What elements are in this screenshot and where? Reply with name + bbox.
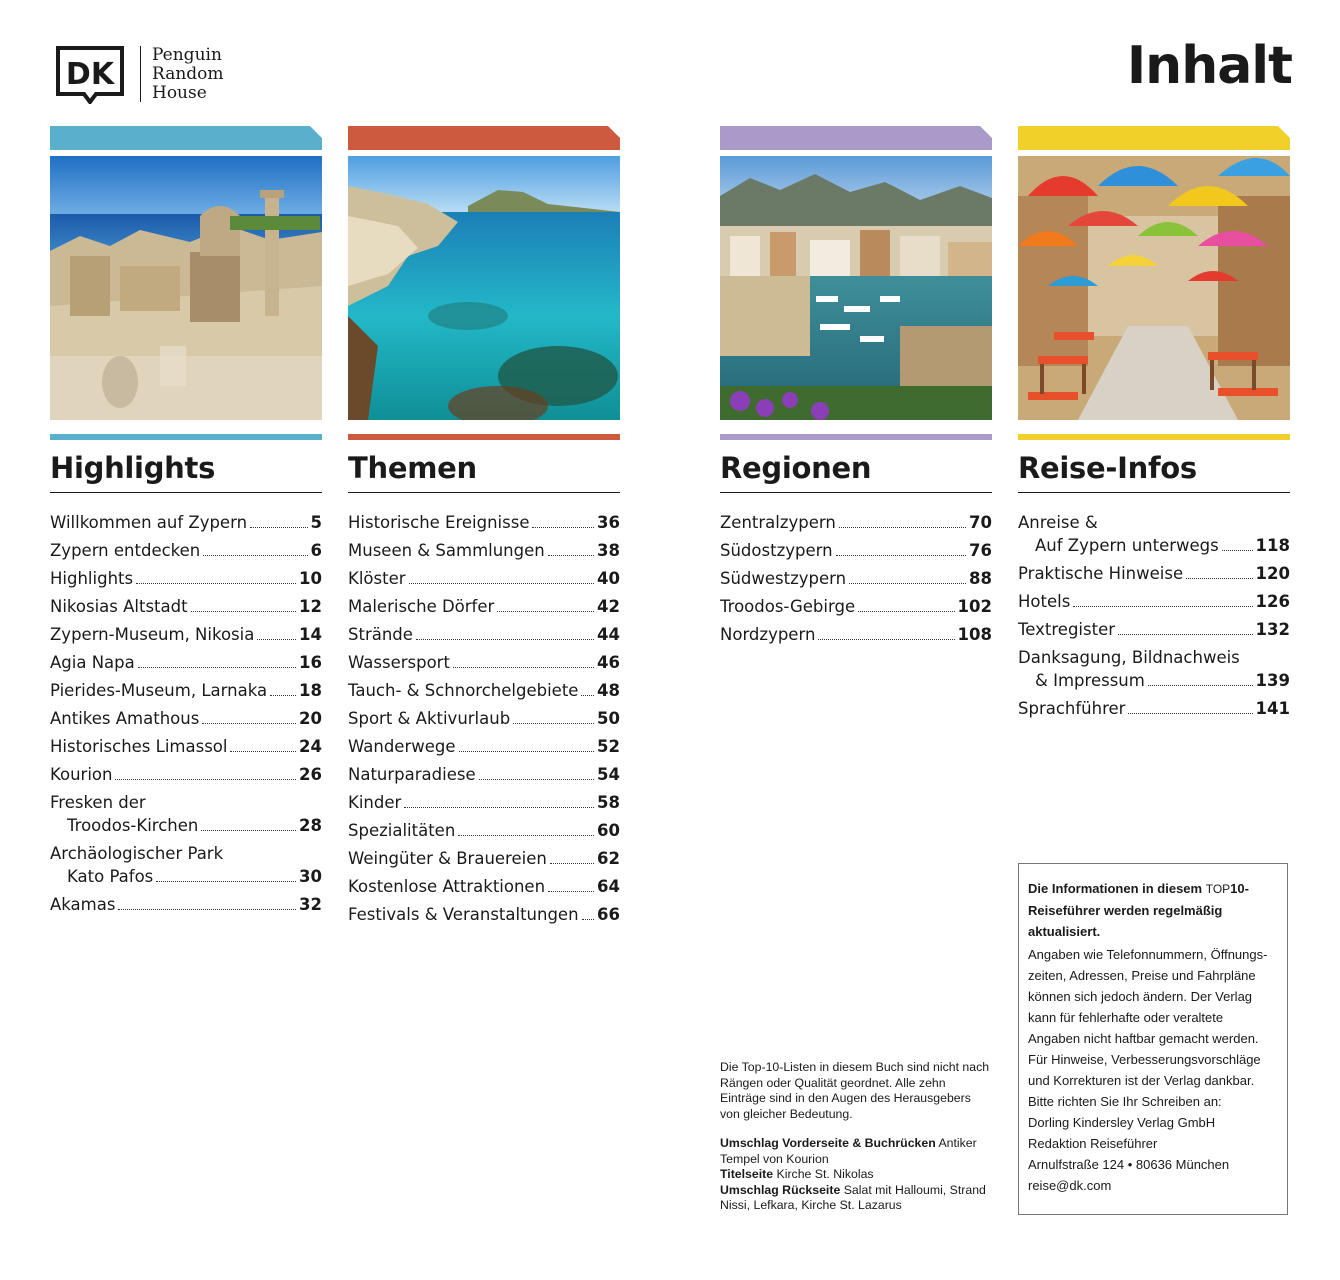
dot-leader	[202, 723, 296, 724]
credit-text: Salat mit Halloumi, Strand Nissi, Lefkara, Kirche St. Lazarus	[720, 1182, 986, 1212]
section-themen	[348, 126, 620, 931]
page-number: 132	[1255, 620, 1290, 639]
page-number: 42	[597, 597, 620, 616]
dot-leader	[250, 527, 307, 528]
heading-rule	[1018, 492, 1290, 493]
page-number: 16	[299, 653, 322, 672]
toc-entry[interactable]: Kourion 26	[50, 765, 322, 784]
credit-text: Antiker Tempel von Kourion	[720, 1136, 977, 1166]
page-number: 14	[299, 625, 322, 644]
page-number: 6	[310, 541, 322, 560]
dot-leader	[156, 881, 296, 882]
page-number: 108	[957, 625, 992, 644]
dot-leader	[191, 611, 296, 612]
dot-leader	[513, 723, 594, 724]
section-bar-themen	[348, 434, 620, 440]
dot-leader	[270, 695, 296, 696]
toc-entry[interactable]: Strände 44	[348, 625, 620, 644]
dot-leader	[118, 909, 296, 910]
heading-rule	[50, 492, 322, 493]
dot-leader	[203, 555, 307, 556]
dot-leader	[1148, 685, 1253, 686]
notes-block	[720, 1060, 992, 1214]
toc-list-reise-infos	[1018, 511, 1290, 720]
page-number: 12	[299, 597, 322, 616]
toc-entry[interactable]: Malerische Dörfer 42	[348, 597, 620, 616]
section-heading-reise-infos: Reise-Infos	[1018, 451, 1197, 485]
penguin-random-house-wordmark	[152, 46, 224, 103]
ruins-kourion-image	[50, 156, 322, 420]
dot-leader	[201, 830, 296, 831]
coast-lagoon-image	[348, 156, 620, 420]
toc-entry[interactable]: Sport & Aktivurlaub 50	[348, 709, 620, 728]
page-number: 20	[299, 709, 322, 728]
page-number: 118	[1255, 536, 1290, 555]
dot-leader	[453, 667, 594, 668]
info-box	[1018, 863, 1288, 1215]
harbour-kyrenia-image	[720, 156, 992, 420]
address-line: Arnulfstraße 124 • 80636 München	[1028, 1157, 1230, 1172]
toc-entry[interactable]: Praktische Hinweise 120	[1018, 564, 1290, 583]
toc-entry[interactable]: Wanderwege 52	[348, 737, 620, 756]
publisher-logo	[56, 46, 246, 106]
toc-entry[interactable]: Historische Ereignisse 36	[348, 513, 620, 532]
section-highlights	[50, 126, 322, 921]
toc-list-regionen	[720, 511, 992, 646]
dot-leader	[532, 527, 594, 528]
toc-entry[interactable]: Willkommen auf Zypern 5	[50, 513, 322, 532]
page-number: 76	[969, 541, 992, 560]
toc-entry[interactable]: Zypern entdecken 6	[50, 541, 322, 560]
dk-logo-text: DK	[65, 57, 115, 92]
toc-entry[interactable]: Südostzypern 76	[720, 541, 992, 560]
umbrella-street-image	[1018, 156, 1290, 420]
dot-leader	[416, 639, 594, 640]
toc-entry[interactable]: Spezialitäten 60	[348, 821, 620, 840]
section-heading-themen: Themen	[348, 451, 477, 485]
dot-leader	[1118, 634, 1253, 635]
toc-entry[interactable]: Danksagung, Bildnachweis & Impressum 139	[1018, 648, 1290, 690]
section-bar-regionen	[720, 434, 992, 440]
page-number: 24	[299, 737, 322, 756]
toc-entry[interactable]: Wassersport 46	[348, 653, 620, 672]
page-number: 28	[299, 816, 322, 835]
dot-leader	[459, 751, 595, 752]
dot-leader	[409, 583, 595, 584]
toc-entry[interactable]: Troodos-Gebirge 102	[720, 597, 992, 616]
page-number: 66	[597, 905, 620, 924]
section-heading-regionen: Regionen	[720, 451, 872, 485]
toc-entry[interactable]: Agia Napa 16	[50, 653, 322, 672]
section-tab-regionen	[720, 126, 992, 150]
email-link[interactable]: reise@dk.com	[1028, 1178, 1112, 1193]
page-number: 88	[969, 569, 992, 588]
toc-entry[interactable]: Zypern-Museum, Nikosia 14	[50, 625, 322, 644]
dot-leader	[548, 555, 594, 556]
toc-entry[interactable]: Akamas 32	[50, 895, 322, 914]
page-number: 60	[597, 821, 620, 840]
toc-entry[interactable]: Naturparadiese 54	[348, 765, 620, 784]
page-number: 10	[299, 569, 322, 588]
dot-leader	[550, 863, 594, 864]
page-number: 46	[597, 653, 620, 672]
toc-entry[interactable]: Sprachführer 141	[1018, 699, 1290, 718]
toc-entry[interactable]: Museen & Sammlungen 38	[348, 541, 620, 560]
page-number: 5	[310, 513, 322, 532]
publisher-line: Penguin	[152, 45, 222, 65]
page-number: 52	[597, 737, 620, 756]
dot-leader	[1073, 606, 1252, 607]
page-number: 139	[1255, 671, 1290, 690]
dot-leader	[818, 639, 954, 640]
dot-leader	[497, 611, 594, 612]
logo-divider	[140, 46, 141, 102]
address-line: Redaktion Reiseführer	[1028, 1136, 1158, 1151]
dot-leader	[548, 891, 594, 892]
toc-entry[interactable]: Weingüter & Brauereien 62	[348, 849, 620, 868]
dot-leader	[257, 639, 296, 640]
dot-leader	[839, 527, 966, 528]
page-number: 102	[957, 597, 992, 616]
dot-leader	[581, 695, 594, 696]
dot-leader	[858, 611, 954, 612]
dot-leader	[230, 751, 296, 752]
heading-rule	[348, 492, 620, 493]
toc-entry[interactable]: Textregister 132	[1018, 620, 1290, 639]
toc-list-highlights	[50, 511, 322, 916]
page-number: 38	[597, 541, 620, 560]
toc-entry[interactable]: Tauch- & Schnorchelgebiete 48	[348, 681, 620, 700]
section-bar-highlights	[50, 434, 322, 440]
toc-entry[interactable]: Highlights 10	[50, 569, 322, 588]
info-body: Angaben wie Telefonnummern, Öffnungszeiten, Adressen, Preise und Fahrpläne können sich jedoch ändern. Der Verlag kann für fehlerhafte oder veraltete Angaben nicht haftbar gemacht werden. Für Hinweise, Verbesserungsvorschläge und Korrekturen ist der Verlag dankbar. Bitte richten Sie Ihr Schreiben an:	[1028, 947, 1268, 1109]
dot-leader	[404, 807, 594, 808]
page-number: 50	[597, 709, 620, 728]
dk-logo-icon	[56, 46, 124, 104]
page-number: 70	[969, 513, 992, 532]
page-number: 120	[1255, 564, 1290, 583]
credit-label: Titelseite	[720, 1167, 774, 1181]
page-number: 44	[597, 625, 620, 644]
top10-brand: TOP	[1205, 882, 1231, 896]
section-bar-reise-infos	[1018, 434, 1290, 440]
page-number: 62	[597, 849, 620, 868]
publisher-line: House	[152, 83, 207, 103]
dot-leader	[836, 555, 966, 556]
page-title: Inhalt	[1126, 36, 1292, 96]
heading-rule	[720, 492, 992, 493]
page-number: 32	[299, 895, 322, 914]
page-number: 48	[597, 681, 620, 700]
toc-entry[interactable]: Nikosias Altstadt 12	[50, 597, 322, 616]
toc-entry[interactable]: Nordzypern 108	[720, 625, 992, 644]
dot-leader	[582, 919, 594, 920]
credit-label: Umschlag Rückseite	[720, 1182, 841, 1197]
page-number: 30	[299, 867, 322, 886]
dot-leader	[849, 583, 966, 584]
page-number: 58	[597, 793, 620, 812]
top10-note: Die Top-10-Listen in diesem Buch sind nicht nach Rängen oder Qualität geordnet. Alle zehn Einträge sind in den Augen des Herausgebers von gleicher Bedeutung.	[720, 1060, 990, 1121]
toc-list-themen	[348, 511, 620, 926]
page-number: 26	[299, 765, 322, 784]
toc-entry[interactable]: Südwestzypern 88	[720, 569, 992, 588]
page-number: 36	[597, 513, 620, 532]
section-tab-reise-infos	[1018, 126, 1290, 150]
dot-leader	[115, 779, 296, 780]
toc-entry[interactable]: Anreise & Auf Zypern unterwegs 118	[1018, 513, 1290, 555]
toc-entry[interactable]: Fresken der Troodos-Kirchen 28	[50, 793, 322, 835]
credit-text: Kirche St. Nikolas	[776, 1167, 874, 1181]
info-lead: Die Informationen in diesem TOP10- Reiseführer werden regelmäßig aktualisiert.	[1028, 881, 1249, 939]
dot-leader	[138, 667, 296, 668]
page-number: 141	[1255, 699, 1290, 718]
cover-credits	[720, 1136, 992, 1214]
section-heading-highlights: Highlights	[50, 451, 216, 485]
toc-entry[interactable]: Historisches Limassol 24	[50, 737, 322, 756]
page-number: 126	[1255, 592, 1290, 611]
page-number: 64	[597, 877, 620, 896]
toc-entry[interactable]: Kostenlose Attraktionen 64	[348, 877, 620, 896]
dot-leader	[1186, 578, 1252, 579]
credit-label: Umschlag Vorderseite & Buchrücken	[720, 1136, 936, 1150]
publisher-line: Random	[152, 64, 224, 84]
toc-entry[interactable]: Zentralzypern 70	[720, 513, 992, 532]
section-tab-highlights	[50, 126, 322, 150]
section-regionen	[720, 126, 992, 651]
dot-leader	[458, 835, 594, 836]
toc-entry[interactable]: Hotels 126	[1018, 592, 1290, 611]
section-reise-infos	[1018, 126, 1290, 725]
toc-entry[interactable]: Festivals & Veranstaltungen 66	[348, 905, 620, 924]
page-number: 54	[597, 765, 620, 784]
toc-entry[interactable]: Archäologischer Park Kato Pafos 30	[50, 844, 322, 886]
toc-entry[interactable]: Pierides-Museum, Larnaka 18	[50, 681, 322, 700]
dot-leader	[479, 779, 594, 780]
page-number: 40	[597, 569, 620, 588]
toc-entry[interactable]: Antikes Amathous 20	[50, 709, 322, 728]
dot-leader	[1222, 550, 1253, 551]
address-line: Dorling Kindersley Verlag GmbH	[1028, 1115, 1216, 1130]
section-tab-themen	[348, 126, 620, 150]
dot-leader	[136, 583, 296, 584]
toc-entry[interactable]: Kinder 58	[348, 793, 620, 812]
dot-leader	[1128, 713, 1252, 714]
toc-entry[interactable]: Klöster 40	[348, 569, 620, 588]
page-number: 18	[299, 681, 322, 700]
